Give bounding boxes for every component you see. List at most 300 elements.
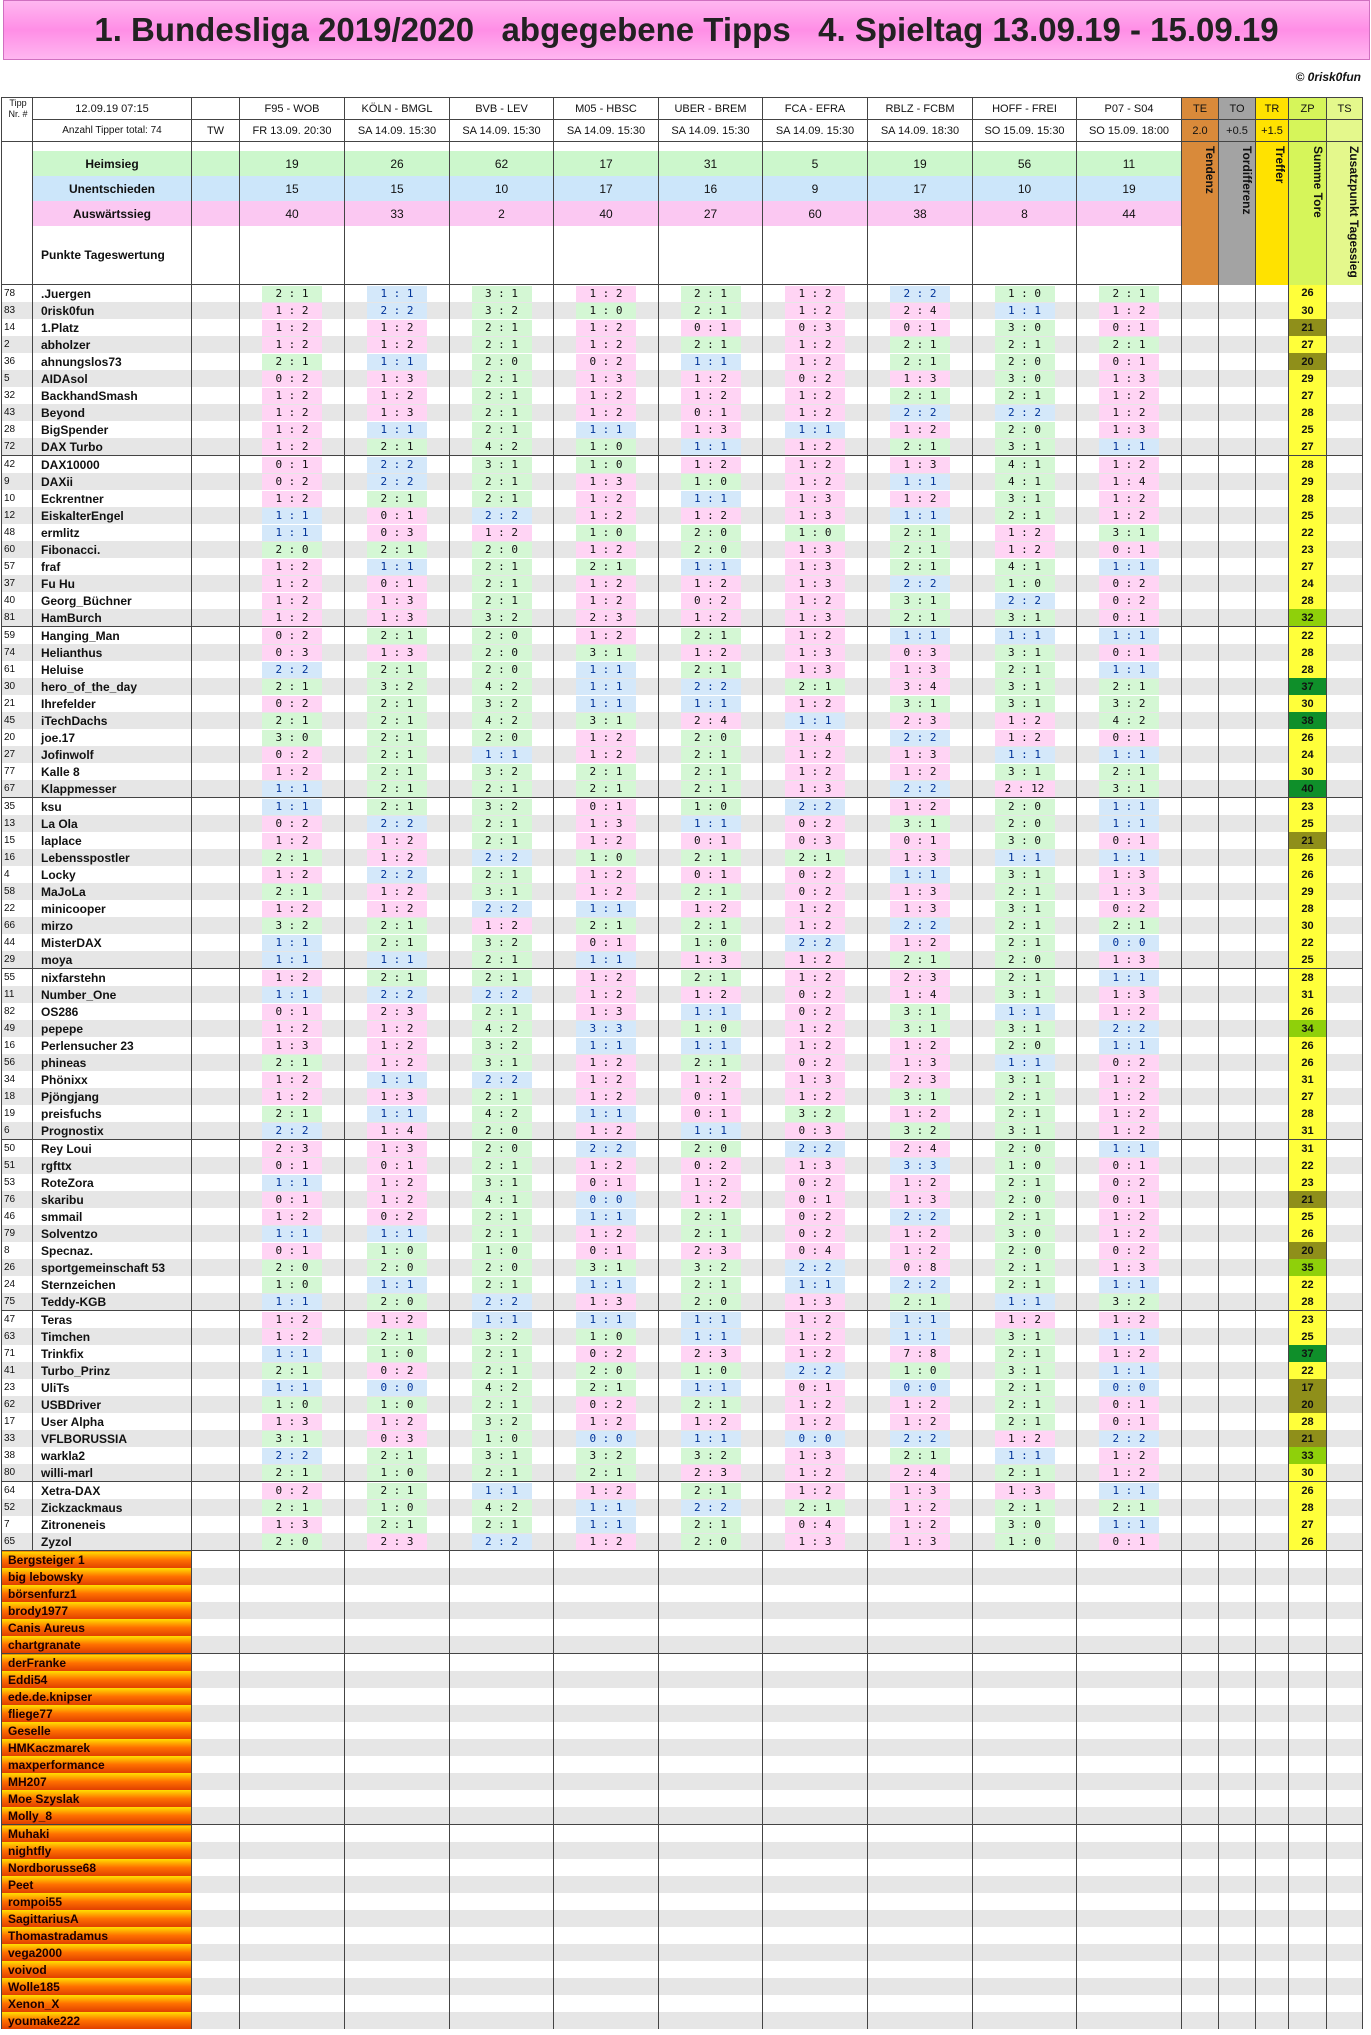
tip-cell	[450, 575, 554, 592]
zp-total: 20	[1289, 1396, 1327, 1413]
tr-cell	[1256, 1413, 1289, 1430]
zp-total: 28	[1289, 644, 1327, 661]
tip-value: 2 : 0	[367, 1260, 427, 1276]
tipper-row	[2, 627, 1363, 645]
tip-cell	[450, 1003, 554, 1020]
empty-tip-cell	[1077, 1825, 1182, 1843]
tip-value: 1 : 1	[576, 1209, 636, 1225]
ts-cell	[1327, 815, 1363, 832]
tipper-tw	[192, 798, 240, 816]
empty-score-cell	[1182, 1978, 1219, 1995]
tip-cell	[450, 695, 554, 712]
empty-score-cell	[1289, 1636, 1327, 1654]
stat-value: 62	[450, 151, 554, 176]
to-cell	[1219, 917, 1256, 934]
te-cell	[1182, 302, 1219, 319]
tip-value: 3 : 2	[262, 918, 322, 934]
stat-value: 31	[659, 151, 763, 176]
inactive-name: rompoi55	[2, 1893, 192, 1910]
tip-cell	[763, 746, 868, 763]
tip-value: 0 : 1	[576, 799, 636, 815]
inactive-name: Molly_8	[2, 1807, 192, 1825]
ptage-tw-cell	[192, 226, 240, 285]
tipper-row	[2, 490, 1363, 507]
to-cell	[1219, 1516, 1256, 1533]
tip-cell	[659, 644, 763, 661]
tip-value: 1 : 2	[1099, 491, 1159, 507]
tip-cell	[659, 438, 763, 456]
tip-cell	[973, 1003, 1077, 1020]
tip-value: 0 : 2	[1099, 1055, 1159, 1071]
tipper-nr: 40	[2, 592, 33, 609]
tip-cell	[868, 558, 973, 575]
tip-value: 1 : 1	[576, 1517, 636, 1533]
tip-value: 2 : 2	[890, 1209, 950, 1225]
tip-cell	[1077, 917, 1182, 934]
tip-cell	[973, 627, 1077, 645]
empty-tip-cell	[973, 2012, 1077, 2029]
ts-cell	[1327, 1105, 1363, 1122]
tip-value: 1 : 2	[576, 1226, 636, 1242]
empty-tip-cell	[868, 1978, 973, 1995]
stat-value: 9	[763, 176, 868, 201]
tipper-row	[2, 763, 1363, 780]
empty-tip-cell	[450, 1944, 554, 1961]
empty-tip-cell	[763, 1551, 868, 1569]
ts-cell	[1327, 1037, 1363, 1054]
empty-tip-cell	[973, 1910, 1077, 1927]
tip-value: 1 : 2	[890, 422, 950, 438]
tip-cell	[763, 370, 868, 387]
tip-cell	[240, 1345, 345, 1362]
tip-value: 0 : 1	[262, 1243, 322, 1259]
tr-cell	[1256, 1311, 1289, 1329]
te-cell	[1182, 1328, 1219, 1345]
ptage-cell	[240, 226, 345, 285]
tip-value: 2 : 1	[1099, 679, 1159, 695]
empty-tip-cell	[345, 1995, 450, 2012]
scoring-value-zp	[1289, 120, 1327, 142]
empty-score-cell	[1219, 1671, 1256, 1688]
empty-score-cell	[1327, 1859, 1363, 1876]
tip-cell	[345, 1259, 450, 1276]
tip-cell	[345, 1191, 450, 1208]
tipper-row	[2, 815, 1363, 832]
stat-value: 56	[973, 151, 1077, 176]
tip-cell	[763, 1037, 868, 1054]
empty-score-cell	[1182, 1790, 1219, 1807]
tip-cell	[554, 1276, 659, 1293]
tip-cell	[450, 712, 554, 729]
tip-cell	[763, 1003, 868, 1020]
tip-value: 1 : 2	[576, 320, 636, 336]
zp-total: 26	[1289, 729, 1327, 746]
tip-cell	[973, 780, 1077, 798]
tip-value: 4 : 1	[995, 457, 1055, 473]
tipper-nr: 17	[2, 1413, 33, 1430]
stat-label-draw: Unentschieden	[33, 176, 192, 201]
tip-value: 2 : 1	[576, 918, 636, 934]
tip-cell	[868, 370, 973, 387]
empty-tip-cell	[973, 1739, 1077, 1756]
ts-cell	[1327, 609, 1363, 627]
empty-tip-cell	[450, 1859, 554, 1876]
tipper-row	[2, 1482, 1363, 1500]
tip-value: 3 : 0	[995, 371, 1055, 387]
tip-value: 3 : 1	[890, 1089, 950, 1105]
empty-score-cell	[1256, 1944, 1289, 1961]
ts-cell	[1327, 1293, 1363, 1311]
te-cell	[1182, 541, 1219, 558]
tip-cell	[345, 1311, 450, 1329]
tip-value: 2 : 2	[367, 303, 427, 319]
empty-tip-cell	[659, 1910, 763, 1927]
stat-label-home: Heimsieg	[33, 151, 192, 176]
empty-tip-cell	[240, 1568, 345, 1585]
tip-value: 2 : 2	[367, 987, 427, 1003]
tipper-tw	[192, 1054, 240, 1071]
zp-total: 20	[1289, 1242, 1327, 1259]
tip-value: 2 : 1	[681, 1277, 741, 1293]
zp-total: 27	[1289, 558, 1327, 575]
tipper-tw	[192, 1174, 240, 1191]
tip-value: 1 : 2	[367, 901, 427, 917]
tip-cell	[240, 866, 345, 883]
tip-value: 1 : 2	[995, 730, 1055, 746]
tip-cell	[659, 507, 763, 524]
empty-tip-cell	[659, 1671, 763, 1688]
tipper-name: sportgemeinschaft 53	[33, 1259, 192, 1276]
empty-score-cell	[1182, 1893, 1219, 1910]
empty-score-cell	[1182, 1654, 1219, 1672]
tip-value: 3 : 1	[1099, 525, 1159, 541]
tipper-tw	[192, 336, 240, 353]
empty-tip-cell	[1077, 1602, 1182, 1619]
stat-value: 15	[345, 176, 450, 201]
match-teams: HOFF - FREI	[973, 98, 1077, 120]
empty-tip-cell	[345, 1790, 450, 1807]
tipper-tw	[192, 1259, 240, 1276]
tip-cell	[240, 302, 345, 319]
zp-total: 28	[1289, 1413, 1327, 1430]
stat-nr-cell	[2, 176, 33, 201]
tip-value: 1 : 1	[262, 781, 322, 797]
tip-value: 2 : 1	[262, 1500, 322, 1516]
tipper-name: iTechDachs	[33, 712, 192, 729]
empty-score-cell	[1182, 1910, 1219, 1927]
to-cell	[1219, 1328, 1256, 1345]
tip-value: 3 : 2	[576, 1448, 636, 1464]
tip-cell	[554, 1259, 659, 1276]
tr-cell	[1256, 780, 1289, 798]
to-cell	[1219, 798, 1256, 816]
ptage-cell	[345, 226, 450, 285]
tip-cell	[345, 473, 450, 490]
tip-value: 2 : 1	[367, 799, 427, 815]
tip-cell	[240, 746, 345, 763]
tip-cell	[554, 1105, 659, 1122]
tip-value: 1 : 2	[890, 1243, 950, 1259]
tip-value: 3 : 1	[995, 1072, 1055, 1088]
empty-score-cell	[1219, 1654, 1256, 1672]
tip-value: 2 : 0	[472, 354, 532, 370]
empty-tip-cell	[763, 1978, 868, 1995]
tip-value: 2 : 1	[576, 764, 636, 780]
te-cell	[1182, 849, 1219, 866]
inactive-tipper-row	[2, 1585, 1363, 1602]
tip-cell	[554, 1464, 659, 1482]
tipper-nr: 82	[2, 1003, 33, 1020]
tip-cell	[868, 1516, 973, 1533]
tip-value: 1 : 2	[681, 508, 741, 524]
tip-cell	[240, 1020, 345, 1037]
te-cell	[1182, 1311, 1219, 1329]
empty-tip-cell	[763, 1602, 868, 1619]
tip-cell	[659, 763, 763, 780]
spacer-cell	[2, 142, 33, 152]
tip-cell	[659, 1464, 763, 1482]
tip-value: 1 : 2	[785, 354, 845, 370]
tip-value: 1 : 1	[890, 1312, 950, 1328]
tip-value: 2 : 2	[785, 1141, 845, 1157]
tip-cell	[763, 849, 868, 866]
tipper-row	[2, 1413, 1363, 1430]
tip-value: 1 : 2	[681, 576, 741, 592]
tip-value: 1 : 1	[1099, 799, 1159, 815]
tipper-nr: 74	[2, 644, 33, 661]
tip-cell	[1077, 866, 1182, 883]
empty-tip-cell	[763, 1893, 868, 1910]
tip-value: 2 : 4	[890, 1141, 950, 1157]
match-kickoff: SA 14.09. 15:30	[763, 120, 868, 142]
tip-cell	[763, 832, 868, 849]
tip-cell	[868, 541, 973, 558]
tip-cell	[659, 1191, 763, 1208]
tipper-nr: 71	[2, 1345, 33, 1362]
empty-score-cell	[1219, 1825, 1256, 1843]
tipper-name: .Juergen	[33, 285, 192, 303]
tip-value: 1 : 2	[890, 1414, 950, 1430]
tip-cell	[554, 849, 659, 866]
tip-cell	[1077, 319, 1182, 336]
empty-score-cell	[1289, 1876, 1327, 1893]
tip-value: 1 : 2	[576, 884, 636, 900]
tip-cell	[868, 969, 973, 987]
tip-value: 2 : 1	[472, 1363, 532, 1379]
tipper-tw	[192, 849, 240, 866]
zp-total: 23	[1289, 798, 1327, 816]
empty-tip-cell	[973, 1688, 1077, 1705]
tip-value: 1 : 2	[262, 970, 322, 986]
tip-value: 1 : 1	[262, 952, 322, 968]
tip-value: 1 : 2	[890, 935, 950, 951]
tip-cell	[763, 798, 868, 816]
tip-cell	[554, 644, 659, 661]
match-teams: P07 - S04	[1077, 98, 1182, 120]
tip-cell	[450, 1499, 554, 1516]
tip-value: 1 : 2	[367, 850, 427, 866]
tip-cell	[763, 1157, 868, 1174]
tip-cell	[345, 849, 450, 866]
tr-cell	[1256, 370, 1289, 387]
tip-cell	[763, 900, 868, 917]
tip-value: 2 : 0	[472, 1260, 532, 1276]
tip-cell	[973, 541, 1077, 558]
tip-value: 0 : 1	[681, 867, 741, 883]
empty-score-cell	[1219, 1995, 1256, 2012]
tip-cell	[1077, 285, 1182, 303]
tip-cell	[1077, 729, 1182, 746]
empty-tip-cell	[659, 1842, 763, 1859]
scoring-label-to: Tordifferenz	[1219, 142, 1256, 285]
empty-tip-cell	[554, 1995, 659, 2012]
tip-value: 1 : 0	[367, 1500, 427, 1516]
tipper-row	[2, 1037, 1363, 1054]
inactive-tw	[192, 1756, 240, 1773]
empty-tip-cell	[240, 1927, 345, 1944]
zp-total: 27	[1289, 1516, 1327, 1533]
tr-cell	[1256, 541, 1289, 558]
tip-cell	[1077, 746, 1182, 763]
tipper-name: Beyond	[33, 404, 192, 421]
tip-cell	[973, 644, 1077, 661]
to-cell	[1219, 763, 1256, 780]
tipper-row	[2, 1020, 1363, 1037]
tip-cell	[763, 1533, 868, 1551]
tip-value: 1 : 2	[472, 525, 532, 541]
tip-value: 2 : 1	[681, 662, 741, 678]
tip-value: 1 : 2	[785, 1465, 845, 1481]
ts-cell	[1327, 1328, 1363, 1345]
inactive-tipper-row	[2, 1671, 1363, 1688]
empty-score-cell	[1182, 1636, 1219, 1654]
tip-cell	[659, 1413, 763, 1430]
tip-value: 2 : 1	[995, 1397, 1055, 1413]
tip-cell	[1077, 1208, 1182, 1225]
tipper-nr: 38	[2, 1447, 33, 1464]
tip-cell	[868, 746, 973, 763]
tip-value: 1 : 2	[262, 1209, 322, 1225]
tip-cell	[345, 285, 450, 303]
tip-value: 1 : 1	[1099, 628, 1159, 644]
tipper-row	[2, 661, 1363, 678]
ts-cell	[1327, 1345, 1363, 1362]
tip-cell	[345, 866, 450, 883]
empty-tip-cell	[554, 1636, 659, 1654]
tipper-tw	[192, 951, 240, 969]
tip-value: 2 : 1	[472, 970, 532, 986]
tip-value: 2 : 1	[995, 1380, 1055, 1396]
tip-cell	[554, 421, 659, 438]
empty-tip-cell	[659, 1602, 763, 1619]
empty-tip-cell	[554, 1944, 659, 1961]
empty-tip-cell	[240, 1602, 345, 1619]
tip-value: 1 : 1	[367, 422, 427, 438]
tr-cell	[1256, 900, 1289, 917]
tip-cell	[240, 1140, 345, 1158]
empty-tip-cell	[868, 1602, 973, 1619]
tipper-name: willi-marl	[33, 1464, 192, 1482]
tip-cell	[554, 1430, 659, 1447]
tip-value: 1 : 0	[576, 457, 636, 473]
tip-value: 2 : 0	[472, 542, 532, 558]
empty-score-cell	[1289, 1739, 1327, 1756]
tip-value: 1 : 4	[890, 987, 950, 1003]
empty-tip-cell	[450, 1893, 554, 1910]
empty-score-cell	[1327, 1893, 1363, 1910]
tip-value: 1 : 2	[576, 1123, 636, 1139]
tipper-name: RoteZora	[33, 1174, 192, 1191]
inactive-tw	[192, 1602, 240, 1619]
scoring-value-ts	[1327, 120, 1363, 142]
empty-tip-cell	[554, 1688, 659, 1705]
to-cell	[1219, 1242, 1256, 1259]
tip-value: 2 : 2	[262, 662, 322, 678]
tip-value: 1 : 2	[262, 1021, 322, 1037]
zp-total: 26	[1289, 849, 1327, 866]
tip-cell	[659, 1122, 763, 1140]
zp-total: 28	[1289, 1293, 1327, 1311]
tip-cell	[973, 1362, 1077, 1379]
inactive-name: ede.de.knipser	[2, 1688, 192, 1705]
tip-cell	[763, 1482, 868, 1500]
ts-cell	[1327, 302, 1363, 319]
tip-value: 4 : 2	[1099, 713, 1159, 729]
empty-tip-cell	[554, 1671, 659, 1688]
to-cell	[1219, 336, 1256, 353]
tip-cell	[345, 1464, 450, 1482]
te-cell	[1182, 934, 1219, 951]
tip-value: 1 : 1	[1099, 1038, 1159, 1054]
match-teams: F95 - WOB	[240, 98, 345, 120]
te-cell	[1182, 866, 1219, 883]
tip-cell	[763, 387, 868, 404]
tip-value: 1 : 1	[472, 1312, 532, 1328]
empty-score-cell	[1256, 1893, 1289, 1910]
to-cell	[1219, 712, 1256, 729]
tip-value: 1 : 2	[262, 1329, 322, 1345]
tip-cell	[659, 1516, 763, 1533]
tr-cell	[1256, 1122, 1289, 1140]
tr-cell	[1256, 319, 1289, 336]
tip-value: 3 : 1	[472, 1448, 532, 1464]
scoring-code-tr: TR	[1256, 98, 1289, 120]
tip-value: 1 : 2	[890, 1038, 950, 1054]
tipper-nr: 56	[2, 1054, 33, 1071]
tip-cell	[345, 969, 450, 987]
empty-tip-cell	[659, 1739, 763, 1756]
tip-value: 0 : 1	[1099, 730, 1159, 746]
tip-cell	[1077, 849, 1182, 866]
tip-value: 1 : 2	[1099, 1465, 1159, 1481]
empty-tip-cell	[1077, 1927, 1182, 1944]
tip-cell	[659, 353, 763, 370]
to-cell	[1219, 934, 1256, 951]
tip-value: 3 : 0	[995, 1226, 1055, 1242]
zp-total: 38	[1289, 712, 1327, 729]
tipper-row	[2, 1140, 1363, 1158]
ts-cell	[1327, 404, 1363, 421]
tip-cell	[554, 1174, 659, 1191]
tipper-row	[2, 644, 1363, 661]
empty-tip-cell	[345, 1842, 450, 1859]
tip-cell	[763, 473, 868, 490]
inactive-tipper-row	[2, 1568, 1363, 1585]
tip-value: 1 : 1	[262, 1175, 322, 1191]
tr-cell	[1256, 1088, 1289, 1105]
empty-tip-cell	[240, 1978, 345, 1995]
tip-cell	[1077, 592, 1182, 609]
